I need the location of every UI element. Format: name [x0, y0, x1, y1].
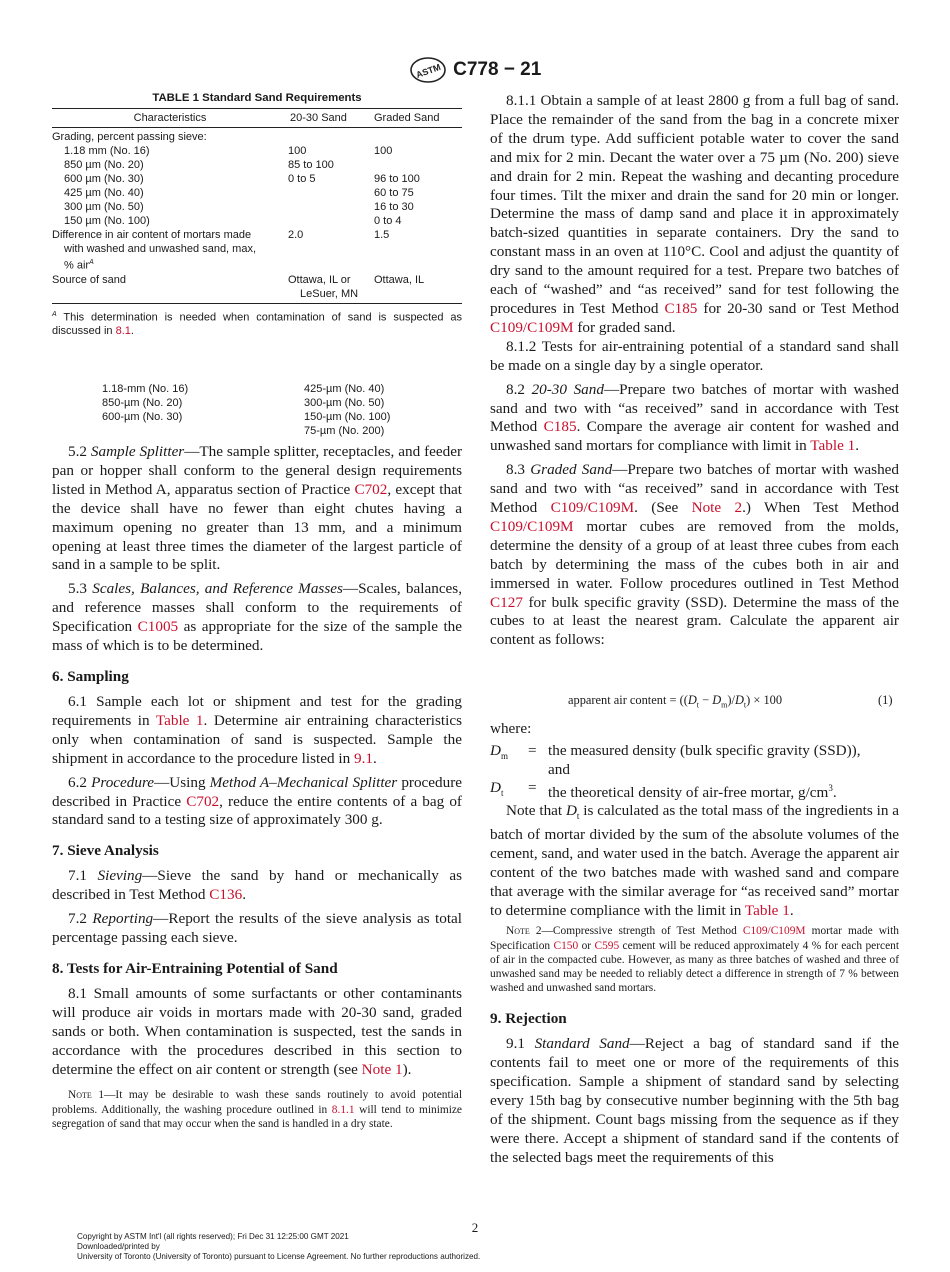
- sieve-item: 150-µm (No. 100): [304, 411, 391, 423]
- section-8-1: 8.1 Small amounts of some surfactants or other contaminants will produce air voids in mortars made with 20-30 sand, graded sands or both. When contamination is suspected, test the sands in accordance with the procedures described in this section to determine the effect on air content or strength (see Note 1).: [52, 984, 462, 1078]
- ref-9-1[interactable]: 9.1: [353, 749, 373, 767]
- ref-c595[interactable]: C595: [594, 939, 620, 952]
- table-row: 1.18 mm (No. 16) 100 100: [64, 145, 393, 157]
- table-caption: TABLE 1 Standard Sand Requirements: [152, 92, 362, 104]
- page-header: [0, 56, 950, 84]
- footer: [77, 1232, 480, 1262]
- ref-table-1[interactable]: Table 1: [155, 711, 204, 729]
- ref-c136[interactable]: C136: [209, 886, 243, 904]
- table-row: 850 µm (No. 20) 85 to 100: [64, 159, 334, 171]
- section-6-heading: 6. Sampling: [52, 667, 129, 685]
- ref-c127[interactable]: C127: [490, 593, 523, 611]
- right-lower-body: [490, 802, 899, 1168]
- section-8-1-2: 8.1.2 Tests for air-entraining potential of a standard sand shall be made on a single day by a single operator.: [490, 337, 899, 374]
- table-row: 425 µm (No. 40) 60 to 75: [64, 187, 414, 199]
- table-footnote: $^A$ This determination is needed when contamination of sand is suspected as discussed in 8.1.: [52, 310, 462, 338]
- right-column: [490, 92, 899, 650]
- designation: C778 − 21: [453, 59, 542, 80]
- ref-c109[interactable]: C109/C109M: [550, 499, 635, 517]
- section-8-2: 8.2 20-30 Sand—Prepare two batches of mortar with washed sand and two with “as received” sand in accordance with Test Method C185. Compare the average air content for washed and unwashed sand mortars for compliance with limit in Table 1.: [490, 380, 900, 455]
- table-row: Source of sand Ottawa, IL or LeSuer, MN Ottawa, IL: [52, 273, 462, 304]
- section-9-heading: 9. Rejection: [490, 1010, 567, 1028]
- ref-c109[interactable]: C109/C109M: [742, 925, 806, 938]
- table-row: 600 µm (No. 30) 0 to 5 96 to 100: [64, 173, 420, 185]
- col-header: Characteristics: [133, 112, 207, 124]
- sieve-item: 850-µm (No. 20): [102, 397, 183, 409]
- col-header: 20-30 Sand: [290, 112, 347, 124]
- equation-number: (1): [878, 693, 893, 707]
- section-5-3: 5.3 Scales, Balances, and Reference Masses—Scales, balances, and reference masses shall conform to the requirements of Specification C1005 as appropriate for the size of the sample the mass of which is to be determined.: [52, 580, 463, 655]
- equation-1: apparent air content = $((D_t - D_m)/D_t) \times 100$: [568, 693, 783, 710]
- ref-8-1-1[interactable]: 8.1.1: [331, 1103, 355, 1116]
- ref-note-1[interactable]: Note 1: [361, 1060, 403, 1078]
- footer-copyright: Copyright by ASTM Int'l (all rights reserved); Fri Dec 31 12:25:00 GMT 2021: [77, 1232, 349, 1241]
- svg-text:ASTM: ASTM: [414, 61, 442, 80]
- where-label: where:: [490, 720, 532, 737]
- table-row: 150 µm (No. 100) 0 to 4: [64, 215, 402, 227]
- note-1: Note 1—It may be desirable to wash these sands routinely to avoid potential problems. Additionally, the washing procedure outlined in 8.1.1 will tend to minimize segregation of sand that may occur when the sand is handled in a dry state.: [52, 1089, 462, 1130]
- footer-license: University of Toronto (University of Toronto) pursuant to License Agreement. No further reproductions authorized.: [77, 1252, 481, 1261]
- ref-c185[interactable]: C185: [543, 418, 577, 436]
- astm-logo-icon: [409, 56, 447, 84]
- ref-c702[interactable]: C702: [186, 792, 220, 810]
- ref-note-2[interactable]: Note 2: [691, 499, 743, 517]
- ref-c109[interactable]: C109/C109M: [490, 318, 574, 336]
- section-8-heading: 8. Tests for Air-Entraining Potential of Sand: [52, 959, 338, 977]
- left-body: [52, 443, 462, 1131]
- ref-c185[interactable]: C185: [664, 299, 698, 317]
- note-2: Note 2—Compressive strength of Test Method C109/C109M mortar made with Specification C150 or C595 cement will be reduced approximately 4 % for each percent of air in the compacted cube. However, as many as three batches of washed and three of unwashed sand may be needed to reliably detect a difference in strength of 7 % between washed and unwashed sand mortars.: [490, 925, 899, 995]
- footer-downloaded: Downloaded/printed by: [77, 1242, 160, 1251]
- ref-c702[interactable]: C702: [354, 480, 388, 498]
- ref-table-1[interactable]: Table 1: [744, 901, 790, 919]
- ref-c109[interactable]: C109/C109M: [490, 517, 574, 535]
- standard-sand-table: [52, 108, 462, 304]
- ref-c1005[interactable]: C1005: [137, 618, 179, 636]
- ref-table-1[interactable]: Table 1: [810, 437, 856, 455]
- section-7-1: 7.1 Sieving—Sieve the sand by hand or mechanically as described in Test Method C136.: [52, 867, 463, 904]
- sieve-item: 75-µm (No. 200): [304, 425, 385, 437]
- section-7-heading: 7. Sieve Analysis: [52, 842, 159, 860]
- section-7-2: 7.2 Reporting—Report the results of the sieve analysis as total percentage passing each sieve.: [52, 910, 463, 947]
- table-row: 300 µm (No. 50) 16 to 30: [64, 201, 414, 213]
- sieve-item: 1.18-mm (No. 16): [102, 383, 189, 395]
- ref-8-1[interactable]: 8.1: [115, 325, 131, 338]
- section-8-3: 8.3 Graded Sand—Prepare two batches of mortar with washed sand and two with “as received” sand in accordance with Test Method C109/C109M. (See Note 2.) When Test Method C109/C109M mortar cubes are removed from the molds, determine the density of a group of at least three cubes from each batch by determining the mass of the cubes both in air and immersed in water. Follow procedures outlined in Test Method C127 for bulk specific gravity (SSD). Determine the mass of the cubes to at least the nearest gram. Calculate the apparent air content as follows:: [490, 461, 900, 649]
- paragraph-note-that: Note that $D_t$ is calculated as the total mass of the ingredients in a batch of mortar divided by the sum of the absolute volumes of the cement, sand, and water used in the batch. Average the apparent air content of the two batches made with washed sand and compare that average with the similar average for “as received sand” mortar to determine compliance with the limit in Table 1.: [490, 802, 900, 919]
- sieve-item: 425-µm (No. 40): [304, 383, 385, 395]
- section-6-2: 6.2 Procedure—Using Method A–Mechanical Splitter procedure described in Practice C702, reduce the entire contents of a bag of standard sand to a testing size of approximately 300 g.: [52, 773, 463, 829]
- col-header: Graded Sand: [374, 112, 440, 124]
- sieve-item: 600-µm (No. 30): [102, 411, 183, 423]
- page-number: 2: [471, 1220, 479, 1235]
- section-6-1: 6.1 Sample each lot or shipment and test for the grading requirements in Table 1. Determine air entraining characteristics only when contamination of sand is suspected. Sample the shipment in accordance to the procedure listed in 9.1.: [52, 692, 462, 767]
- section-5-2: 5.2 Sample Splitter—The sample splitter, receptacles, and feeder pan or hopper shall conform to the general design requirements listed in Method A, apparatus section of Practice C702, except that the device shall have no fewer than eight chutes having a maximum opening no greater than 13 mm, and a minimum opening at least three times the diameter of the largest particle of sand in a sample to be split.: [52, 443, 463, 574]
- left-column: [52, 92, 462, 338]
- section-8-1-1: 8.1.1 Obtain a sample of at least 2800 g from a full bag of sand. Place the remainder of the sand from the bag in a concrete mixer of the drum type. Add sufficient potable water to cover the sand and mix for 2 min. Decant the water over a 75 µm (No. 200) sieve and drain for 2 min. Repeat the washing and decanting procedure four times. Tilt the mixer and drain the sand for 20 min or longer. Determine the mass of damp sand and place it in approximately batch-sized quantities in separate containers. Dry the sand to constant mass in an oven at 110°C. Cool and adjust the quantity of dry sand to the amount required for a test. Prepare two batches of each of “washed” and “as received” sand for test following the procedures in Test Method C185 for 20-30 sand or Test Method C109/C109M for graded sand.: [490, 92, 900, 336]
- ref-c150[interactable]: C150: [553, 939, 579, 952]
- table-row: Difference in air content of mortars made with washed and unwashed sand, max, % air$^A$ 2.0 1.5: [52, 229, 390, 272]
- sieve-item: 300-µm (No. 50): [304, 397, 385, 409]
- section-9-1: 9.1 Standard Sand—Reject a bag of standard sand if the contents fail to meet one or more of the requirements of this specification. Sample a shipment of standard sand by selecting every 15th bag by consecutive number beginning with the 5th bag of the shipment. Count bags missing from the sequence as if they were there. Accept a shipment of standard sand if the contents of the selected bags meet the requirements of this: [490, 1035, 900, 1166]
- table-row: Grading, percent passing sieve:: [52, 131, 207, 143]
